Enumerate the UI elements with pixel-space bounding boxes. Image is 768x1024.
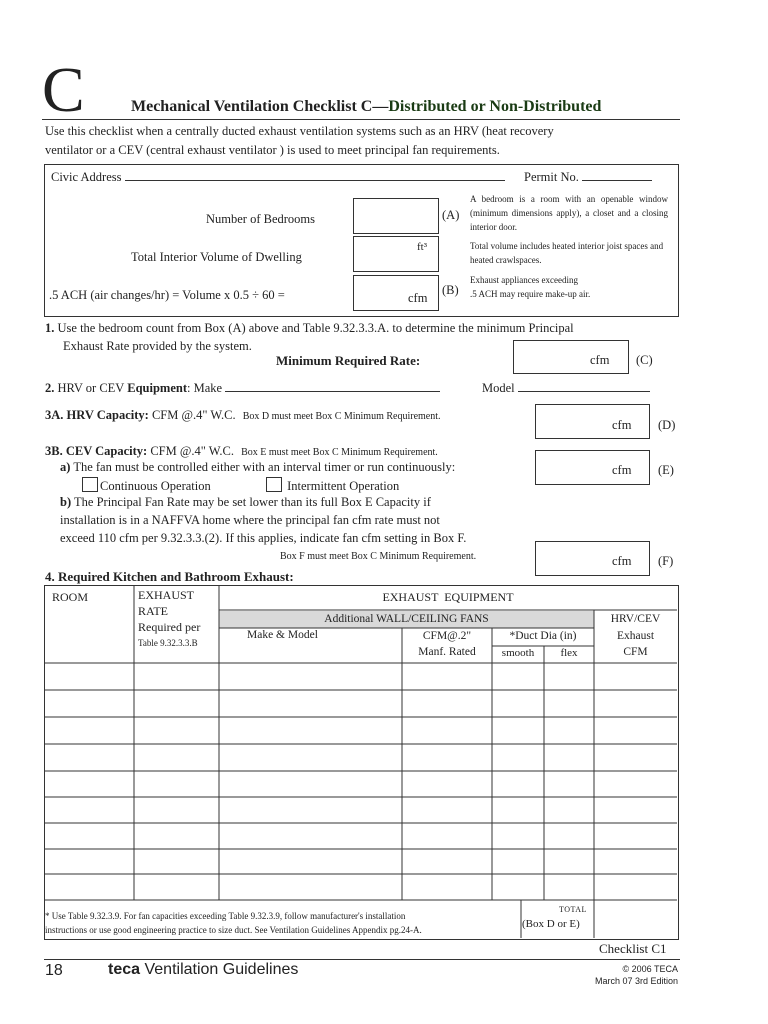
total-label: TOTAL: [559, 905, 587, 914]
exhaust-note-1: Exhaust appliances exceeding: [470, 275, 578, 285]
col-fans-header: Additional WALL/CEILING FANS: [324, 613, 489, 625]
step3b-label: 3B. CEV Capacity:: [45, 444, 148, 458]
civic-address-label: Civic Address: [51, 170, 122, 184]
col-smooth-header: smooth: [501, 647, 535, 659]
col-hrv-header: HRV/CEV: [610, 613, 661, 625]
step2-num: 2.: [45, 381, 55, 395]
col-room-header: ROOM: [52, 590, 89, 604]
footnote-line-2: instructions or use good engineering practice to size duct. See Ventilation Guidelines Appendix pg.24-A.: [45, 925, 422, 935]
intro-line-1: Use this checklist when a centrally ducted exhaust ventilation systems such as an HRV (heat recovery: [45, 124, 554, 138]
copyright: © 2006 TECA: [622, 964, 678, 974]
bedrooms-tag: (A): [442, 208, 460, 222]
model-row: [482, 380, 650, 396]
step3b-cfm-text: CFM @.4" W.C.: [150, 444, 234, 458]
permit-label: Permit No.: [524, 170, 579, 184]
step3a-row: [45, 408, 441, 423]
page-title: [131, 98, 601, 116]
col-make-header: Make & Model: [247, 629, 318, 641]
step3b-b-row: [60, 495, 431, 510]
col-equipment-header: EXHAUST EQUIPMENT: [382, 590, 514, 604]
book-title: Ventilation Guidelines: [144, 961, 299, 978]
col-exhaust-header-4: Table 9.32.3.3.B: [138, 638, 198, 648]
box-e-unit: cfm: [612, 463, 632, 477]
permit-row: [524, 169, 652, 185]
intermittent-checkbox[interactable]: [266, 477, 282, 492]
step3a-label: 3A. HRV Capacity:: [45, 408, 149, 422]
volume-label: Total Interior Volume of Dwelling: [131, 250, 302, 264]
col-flex-header: flex: [560, 647, 578, 659]
footer-rule: [44, 959, 680, 960]
step3a-cfm-text: CFM @.4" W.C.: [151, 408, 236, 422]
bedrooms-input-box[interactable]: [353, 198, 439, 234]
title-part2: Distributed or Non-Distributed: [388, 98, 602, 115]
exhaust-note-2: .5 ACH may require make-up air.: [470, 289, 591, 299]
step4-title: 4. Required Kitchen and Bathroom Exhaust:: [45, 569, 294, 584]
box-c-tag: (C): [636, 353, 653, 367]
volume-unit: ft³: [417, 241, 428, 253]
box-d-tag: (D): [658, 418, 676, 432]
step2-equipment: Equipment: [127, 381, 187, 395]
col-hrv-exhaust-2: CFM: [623, 646, 648, 658]
intermittent-option[interactable]: [266, 477, 399, 494]
civic-address-field[interactable]: [125, 169, 505, 181]
step3a-note: Box D must meet Box C Minimum Requirement.: [242, 411, 441, 422]
title-dash: —: [372, 98, 389, 115]
step3b-b-line-3: exceed 110 cfm per 9.32.3.3.(2). If this applies, indicate fan cfm setting in Box F.: [60, 531, 467, 545]
section-letter: C: [42, 54, 85, 125]
box-c[interactable]: [513, 340, 629, 374]
col-exhaust-header-3: Required per: [138, 620, 201, 634]
civic-address-row: [51, 169, 505, 185]
continuous-checkbox[interactable]: [82, 477, 98, 492]
brand-logo-text: teca: [108, 961, 141, 978]
checklist-id: Checklist C1: [599, 941, 667, 956]
make-label: : Make: [186, 381, 223, 395]
permit-field[interactable]: [582, 169, 652, 181]
col-exhaust-header-1: EXHAUST: [138, 588, 194, 602]
box-f-unit: cfm: [612, 554, 632, 568]
bedroom-note: A bedroom is a room with an openable window (minimum dimensions apply), a closet and a closing interior door.: [470, 194, 668, 232]
box-f[interactable]: [535, 541, 650, 576]
step3b-a-text: The fan must be controlled either with an interval timer or run continuously:: [73, 460, 456, 474]
step2-row: [45, 380, 440, 396]
ach-label: .5 ACH (air changes/hr) = Volume x 0.5 ÷ 60 =: [49, 288, 285, 302]
box-c-unit: cfm: [590, 353, 610, 367]
total-cfm-field[interactable]: [594, 900, 677, 938]
box-f-tag: (F): [658, 554, 674, 568]
ach-tag: (B): [442, 283, 459, 297]
intro-line-2: ventilator or a CEV (central exhaust ventilator ) is used to meet principal fan requirements.: [45, 143, 500, 157]
step1-line-1: [45, 321, 574, 336]
edition: March 07 3rd Edition: [594, 976, 678, 986]
step3b-a-label: a): [60, 460, 71, 474]
col-cfm-header-2: Manf. Rated: [418, 646, 476, 658]
min-required-label: Minimum Required Rate:: [276, 353, 421, 368]
col-hrv-exhaust-1: Exhaust: [616, 630, 655, 642]
step3b-a-row: [60, 460, 455, 475]
box-f-note: Box F must meet Box C Minimum Requirement.: [280, 551, 477, 562]
model-label: Model: [482, 381, 515, 395]
step3b-b-label: b): [60, 495, 72, 509]
step1-num: 1.: [45, 321, 55, 335]
title-rule: [42, 119, 680, 120]
bedrooms-label: Number of Bedrooms: [206, 212, 316, 226]
make-field[interactable]: [225, 380, 440, 392]
box-e-tag: (E): [658, 463, 674, 477]
continuous-label: Continuous Operation: [100, 479, 211, 493]
box-d-unit: cfm: [612, 418, 632, 432]
step3b-row: [45, 444, 438, 459]
total-sub-label: (Box D or E): [522, 918, 580, 930]
step3b-b-line-1: The Principal Fan Rate may be set lower than its full Box E Capacity if: [74, 495, 431, 509]
step1-text-2: Exhaust Rate provided by the system.: [63, 339, 252, 353]
volume-note: Total volume includes heated interior joist spaces and heated crawlspaces.: [470, 241, 664, 265]
intermittent-label: Intermittent Operation: [287, 479, 400, 493]
col-duct-header: *Duct Dia (in): [509, 630, 577, 642]
col-exhaust-header-2: RATE: [138, 604, 168, 618]
page-number: 18: [45, 962, 63, 979]
footer-brand: [108, 961, 298, 979]
col-cfm-header-1: CFM@.2": [422, 630, 472, 642]
step2-text: HRV or CEV: [57, 381, 125, 395]
ach-unit: cfm: [408, 291, 428, 305]
title-part1: Mechanical Ventilation Checklist C: [131, 98, 373, 115]
continuous-option[interactable]: [82, 477, 211, 494]
step3b-note: Box E must meet Box C Minimum Requirement.: [241, 447, 438, 458]
footnote-line-1: * Use Table 9.32.3.9. For fan capacities exceeding Table 9.32.3.9, follow manufacturer's installation: [45, 911, 406, 921]
box-d[interactable]: [535, 404, 650, 439]
model-field[interactable]: [518, 380, 650, 392]
box-e[interactable]: [535, 450, 650, 485]
step1-text-1: Use the bedroom count from Box (A) above and Table 9.32.3.3.A. to determine the minimum Principal: [57, 321, 574, 335]
step3b-b-line-2: installation is in a NAFFVA home where the principal fan cfm rate must not: [60, 513, 440, 527]
